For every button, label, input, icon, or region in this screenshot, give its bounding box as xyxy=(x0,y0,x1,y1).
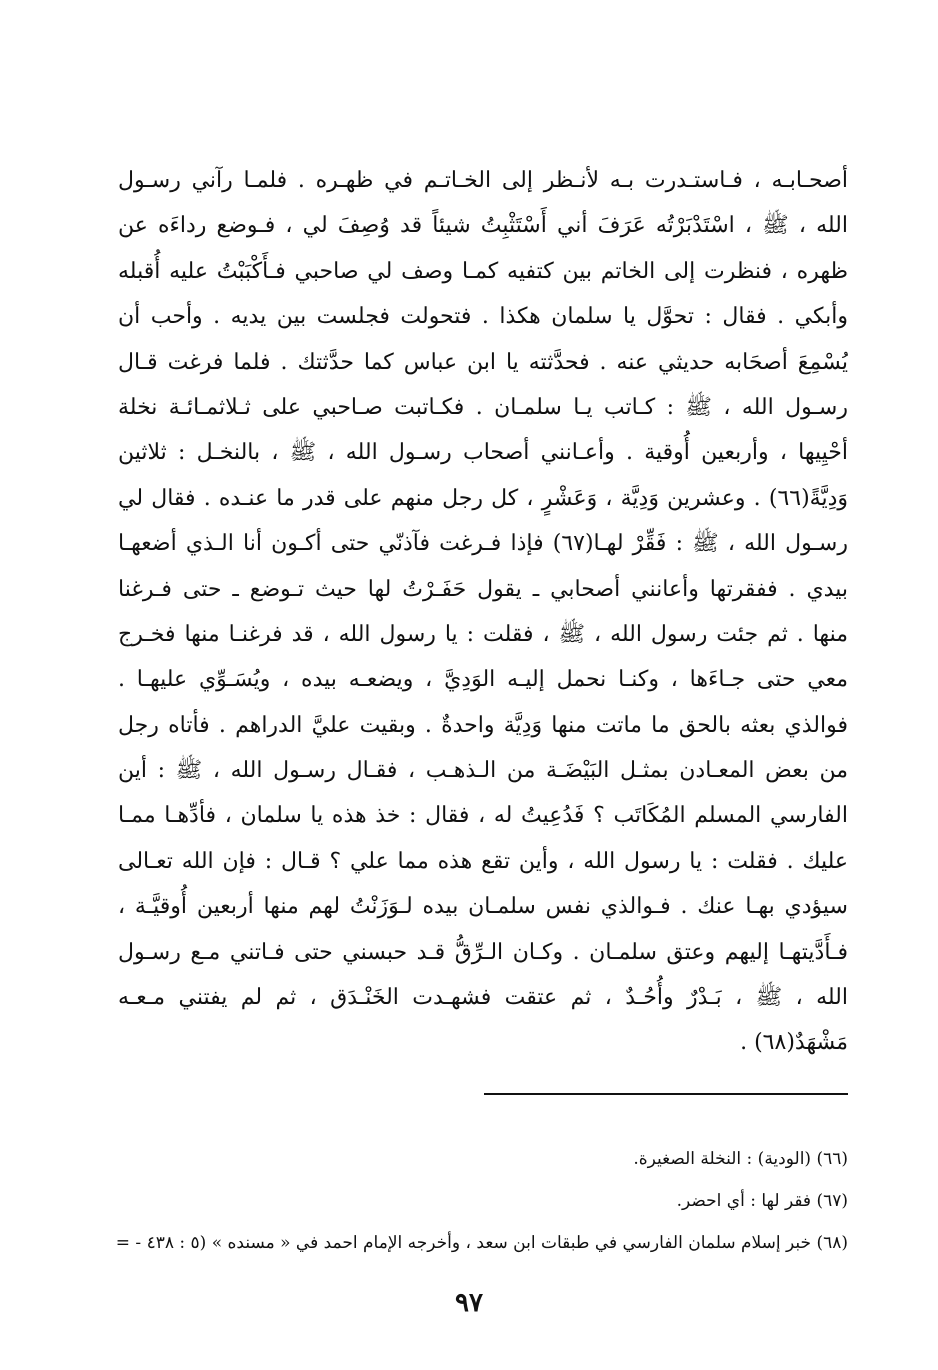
footnote-68: (٦٨) خبر إسلام سلمان الفارسي في طبقات ابن سعد ، وأخرجه الإمام احمد في « مسنده » (٥ : ٤٣٨ - = xyxy=(115,1233,848,1253)
page-number: ٩٧ xyxy=(455,1288,483,1318)
text-line: عليك . فقلت : يا رسول الله ، وأين تقع هذه مما علي ؟ قـال : فإن الله تعـالى xyxy=(118,848,848,874)
text-line: وأبكي . فقال : تحوَّل يا سلمان هكذا . فتحولت فجلست بين يديه . وأحب أن xyxy=(118,304,848,330)
text-line: الله ، ﷺ ، بَـدْرٌ وأُحُـدٌ ، ثم عتقت فشهـدت الخَنْـدَق ، ثم لم يفتني مـعـه xyxy=(118,985,848,1011)
text-line: أحْيِيها ، وأربعين أُوقية . وأعـانني أصحاب رسـول الله ، ﷺ ، بالنخـل : ثلاثين xyxy=(118,440,848,466)
text-line: الله ، ﷺ ، اسْتَدْبَرْتُه عَرَفَ أني أَسْتَثْبِتُ شيئاً قد وُصِفَ لي ، فـوضع رداءَه عن xyxy=(118,213,848,239)
text-line: رسـول الله ، ﷺ : كـاتب يـا سلمـان . فكـاتبت صـاحبي على ثـلاثمـائـة نخلة xyxy=(118,394,848,420)
main-text-block xyxy=(118,158,848,1066)
text-line: الفارسي المسلم المُكَاتَب ؟ فَدُعِيتُ له ، فقال : خذ هذه يا سلمان ، فأدِّهـا ممـا xyxy=(118,803,848,829)
text-line: منها . ثم جئت رسول الله ، ﷺ ، فقلت : يا رسول الله ، قد فرغنـا منها فخـرج xyxy=(118,621,848,647)
footnotes-block xyxy=(80,1138,848,1264)
footnote-67: (٦٧) فقر لها : أي احضر. xyxy=(676,1191,848,1211)
footnote-66: (٦٦) (الودية) : النخلة الصغيرة. xyxy=(633,1149,848,1169)
text-line: بيدي . ففقرتها وأعانني أصحابي ـ يقول حَفَـرْتُ لها حيث تـوضع ـ حتى فـرغنا xyxy=(118,576,848,602)
text-line-last: مَشْهَدٌ(٦٨) . xyxy=(740,1030,848,1056)
text-line: رسـول الله ، ﷺ : فَقِّرْ لهـا(٦٧) فإذا فـرغت فآذنّي حتى أكـون أنا الـذي أضعهـا xyxy=(118,531,848,557)
text-line: ظهره ، فنظرت إلى الخاتم بين كتفيه كمـا وصف لي صاحبي فـأَكْبَبْتُ عليه أُقبله xyxy=(118,258,848,284)
text-line: أصحـابـه ، فـاستـدرت بـه لأنـظر إلى الخـاتـم في ظهـره . فلمـا رآني رسـول xyxy=(118,168,848,193)
text-line: من بعض المعـادن بمثـل البَيْضَـة من الـذهـب ، فقـال رسـول الله ، ﷺ : أين xyxy=(118,758,848,784)
text-line: فـأَدَّيتهـا إليهم وعتق سلمـان . وكـان الـرِّقُّ قـد حبسني حتى فـاتني مـع رسـول xyxy=(118,939,848,965)
footnote-separator xyxy=(484,1093,848,1095)
text-line: معي حتى جـاءَها ، وكنـا نحمل إليـه الوَدِيَّ ، ويضعـه بيده ، ويُسَـوِّي عليهـا . xyxy=(118,667,848,693)
text-line: وَدِيَّةً(٦٦) . وعشرين وَدِيَّة ، وَعَشْرٍ ، كل رجل منهم على قدر ما عنـده . فقال لي xyxy=(118,485,848,511)
text-line: فوالذي بعثه بالحق ما ماتت منها وَدِيَّة واحدةٌ . وبقيت عليَّ الدراهم . فأتاه رجل xyxy=(118,712,848,738)
text-line: سيؤدي بهـا عنك . فـوالذي نفس سلمـان بيده لـوَزَنْتُ لهم منها أربعين أُوقيَّـة ، xyxy=(118,894,848,920)
text-line: يُسْمِعَ أصحَابه حديثي عنه . فحدَّثته يا ابن عباس كما حدَّثتك . فلما فرغت قـال xyxy=(118,349,848,375)
